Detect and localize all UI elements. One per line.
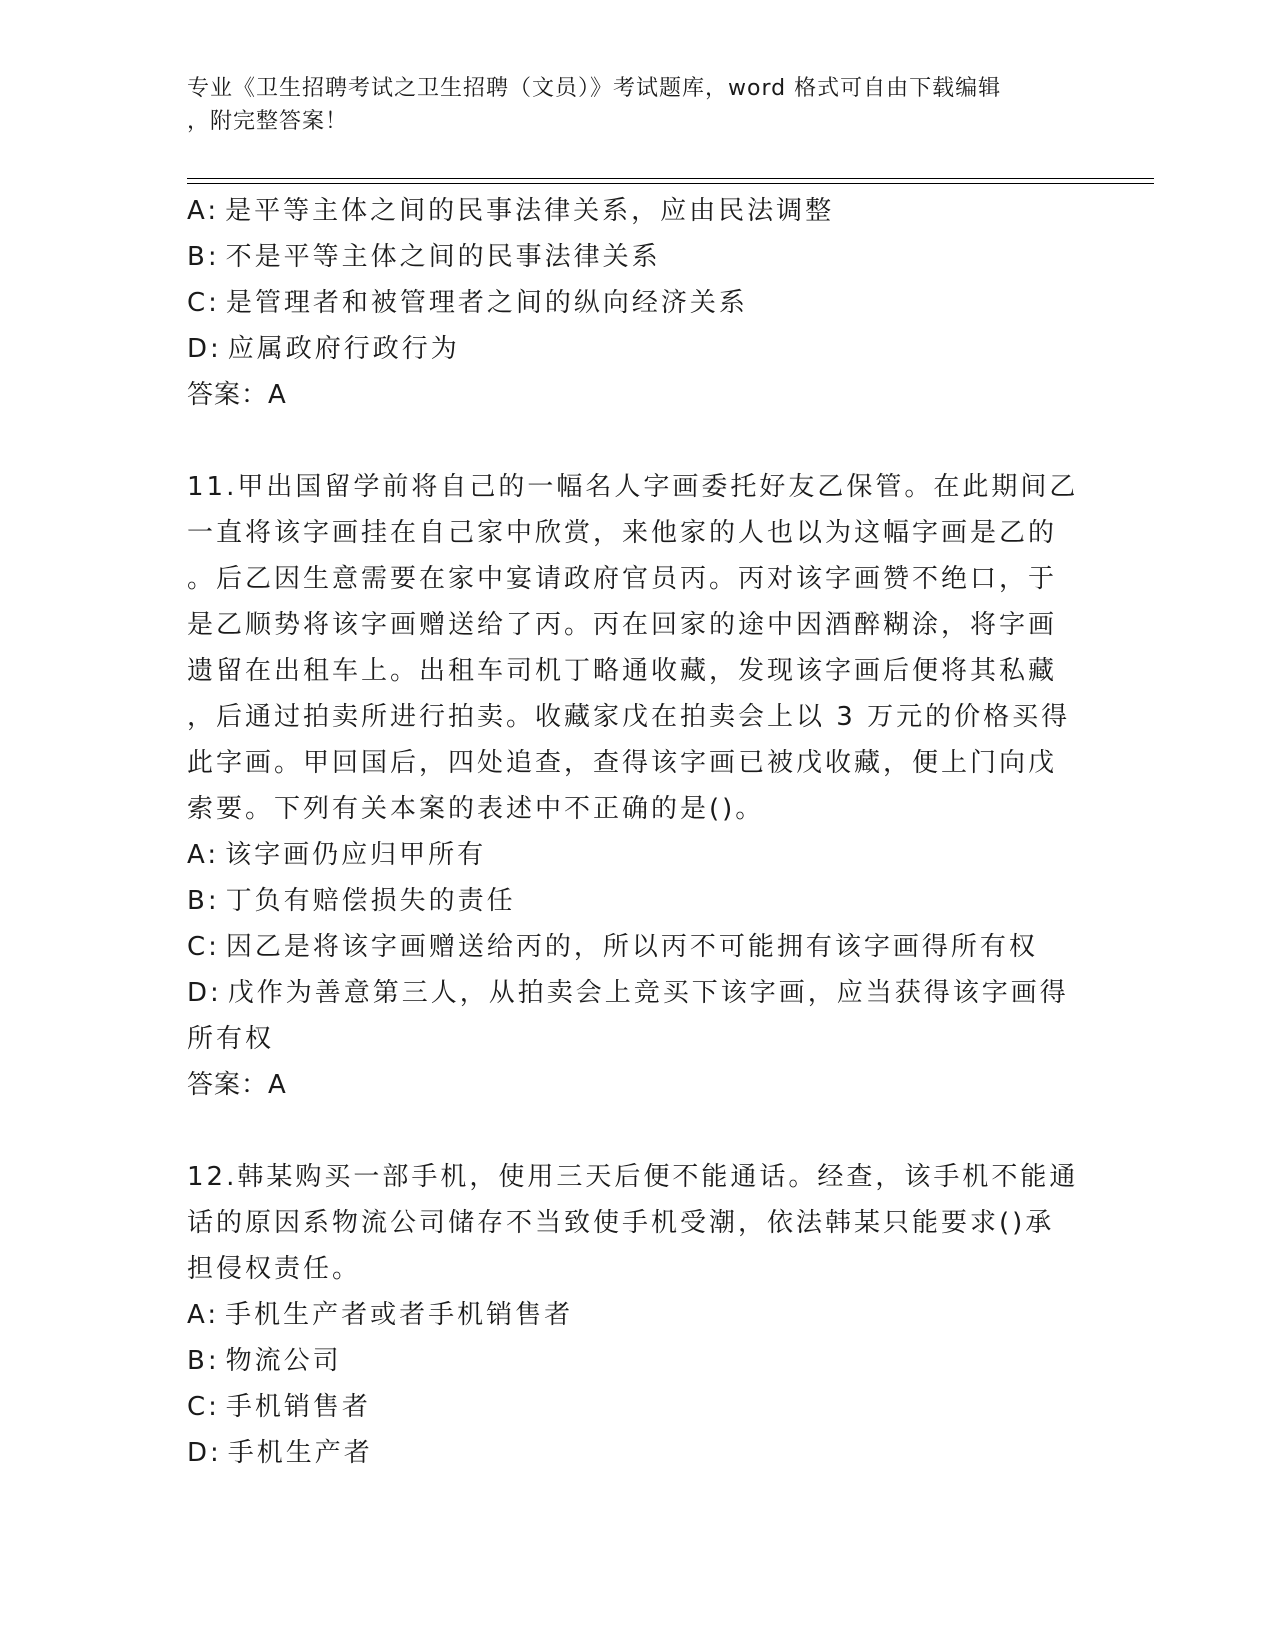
question-text-line: 遗留在出租车上。出租车司机丁略通收藏，发现该字画后便将其私藏 <box>187 656 1058 686</box>
question-11 <box>187 464 1087 1108</box>
option-b: B: 丁负有赔偿损失的责任 <box>187 886 516 916</box>
question-text-line: 此字画。甲回国后，四处追查，查得该字画已被戊收藏，便上门向戊 <box>187 748 1058 778</box>
option-b: B: 物流公司 <box>187 1346 342 1376</box>
answer-line: 答案：A <box>187 380 287 410</box>
option-d: D: 手机生产者 <box>187 1438 373 1468</box>
answer-line: 答案：A <box>187 1070 287 1100</box>
document-body <box>187 188 1087 1476</box>
question-text-line: 一直将该字画挂在自己家中欣赏，来他家的人也以为这幅字画是乙的 <box>187 518 1058 548</box>
document-header <box>187 72 1067 138</box>
option-a: A: 该字画仍应归甲所有 <box>187 840 487 870</box>
question-10 <box>187 188 1087 418</box>
option-c: C: 是管理者和被管理者之间的纵向经济关系 <box>187 288 748 318</box>
header-divider <box>187 178 1154 184</box>
question-text-line: 是乙顺势将该字画赠送给了丙。丙在回家的途中因酒醉糊涂，将字画 <box>187 610 1058 640</box>
option-d: D: 应属政府行政行为 <box>187 334 460 364</box>
option-c: C: 因乙是将该字画赠送给丙的，所以丙不可能拥有该字画得所有权 <box>187 932 1038 962</box>
question-text-line: 。后乙因生意需要在家中宴请政府官员丙。丙对该字画赞不绝口，于 <box>187 564 1058 594</box>
question-12 <box>187 1154 1087 1476</box>
question-text-line: 12.韩某购买一部手机，使用三天后便不能通话。经查，该手机不能通 <box>187 1162 1079 1192</box>
option-d: D: 戊作为善意第三人，从拍卖会上竞买下该字画，应当获得该字画得 <box>187 978 1069 1008</box>
question-text-line: 话的原因系物流公司储存不当致使手机受潮，依法韩某只能要求()承 <box>187 1208 1055 1238</box>
question-text-line: 11.甲出国留学前将自己的一幅名人字画委托好友乙保管。在此期间乙 <box>187 472 1079 502</box>
question-text-line: 索要。下列有关本案的表述中不正确的是()。 <box>187 794 765 824</box>
option-d-continued: 所有权 <box>187 1024 275 1054</box>
option-c: C: 手机销售者 <box>187 1392 371 1422</box>
question-text-line: 担侵权责任。 <box>187 1254 362 1284</box>
option-a: A: 手机生产者或者手机销售者 <box>187 1300 574 1330</box>
option-b: B: 不是平等主体之间的民事法律关系 <box>187 242 661 272</box>
question-text-line: ，后通过拍卖所进行拍卖。收藏家戊在拍卖会上以 3 万元的价格买得 <box>187 702 1071 732</box>
header-line-1: 专业《卫生招聘考试之卫生招聘（文员）》考试题库，word 格式可自由下载编辑 <box>187 76 1002 101</box>
header-line-2: ，附完整答案！ <box>187 109 349 134</box>
option-a: A: 是平等主体之间的民事法律关系，应由民法调整 <box>187 196 835 226</box>
